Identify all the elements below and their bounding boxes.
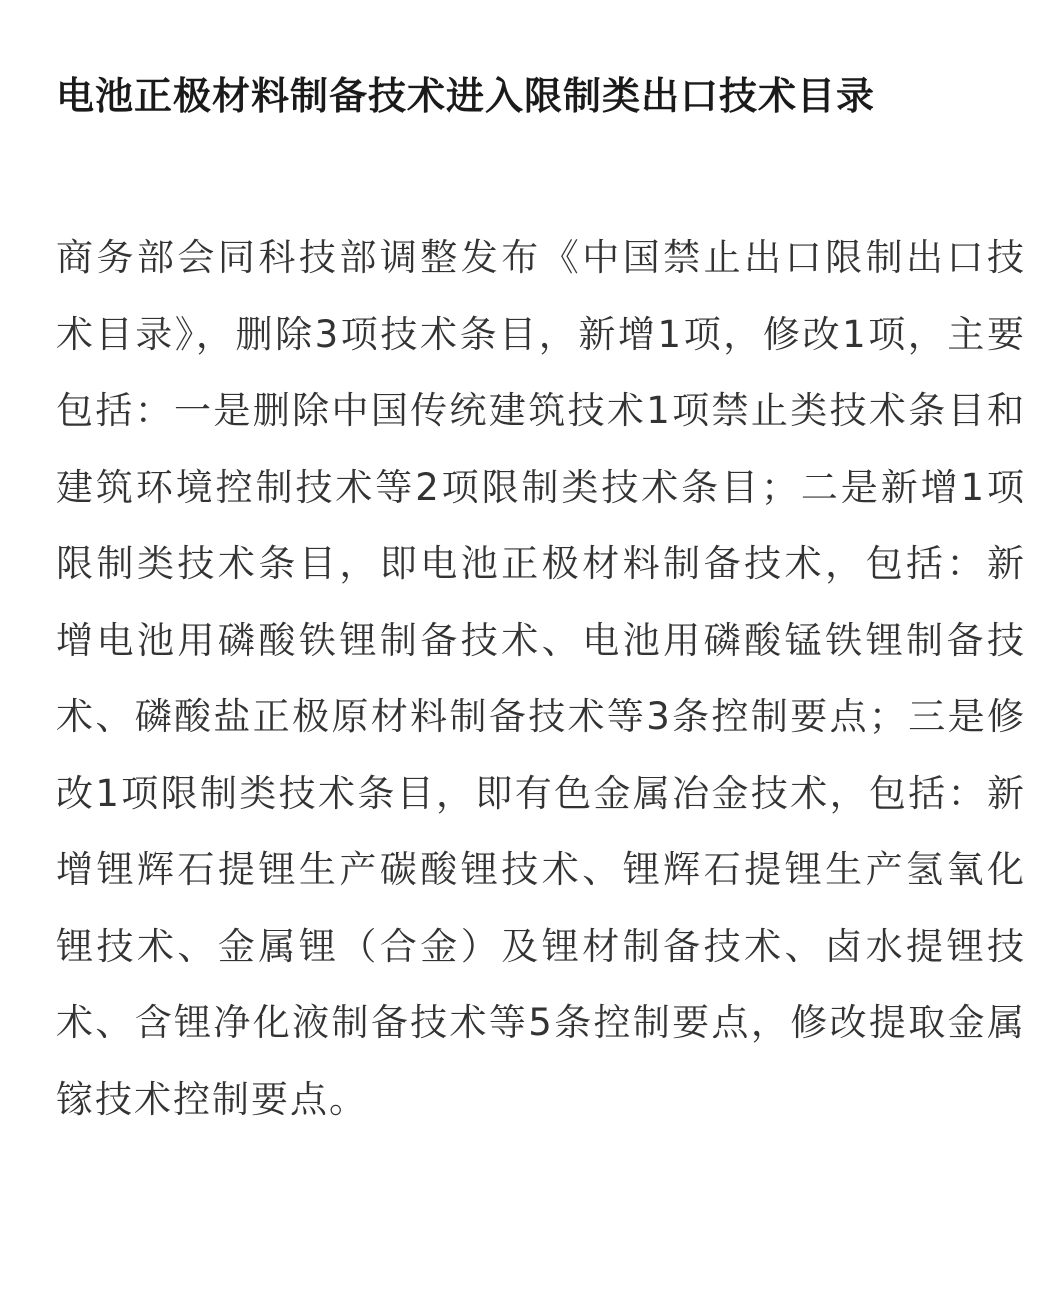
article bbox=[56, 0, 1026, 1138]
article-body: 商务部会同科技部调整发布《中国禁止出口限制出口技术目录》，删除3项技术条目，新增1项，修改1项，主要包括：一是删除中国传统建筑技术1项禁止类技术条目和建筑环境控制技术等2项限制类技术条目；二是新增1项限制类技术条目，即电池正极材料制备技术，包括：新增电池用磷酸铁锂制备技术、电池用磷酸锰铁锂制备技术、磷酸盐正极原材料制备技术等3条控制要点；三是修改1项限制类技术条目，即有色金属冶金技术，包括：新增锂辉石提锂生产碳酸锂技术、锂辉石提锂生产氢氧化锂技术、金属锂（合金）及锂材制备技术、卤水提锂技术、含锂净化液制备技术等5条控制要点，修改提取金属镓技术控制要点。 bbox=[56, 236, 1026, 1121]
article-title: 电池正极材料制备技术进入限制类出口技术目录 bbox=[56, 74, 876, 118]
